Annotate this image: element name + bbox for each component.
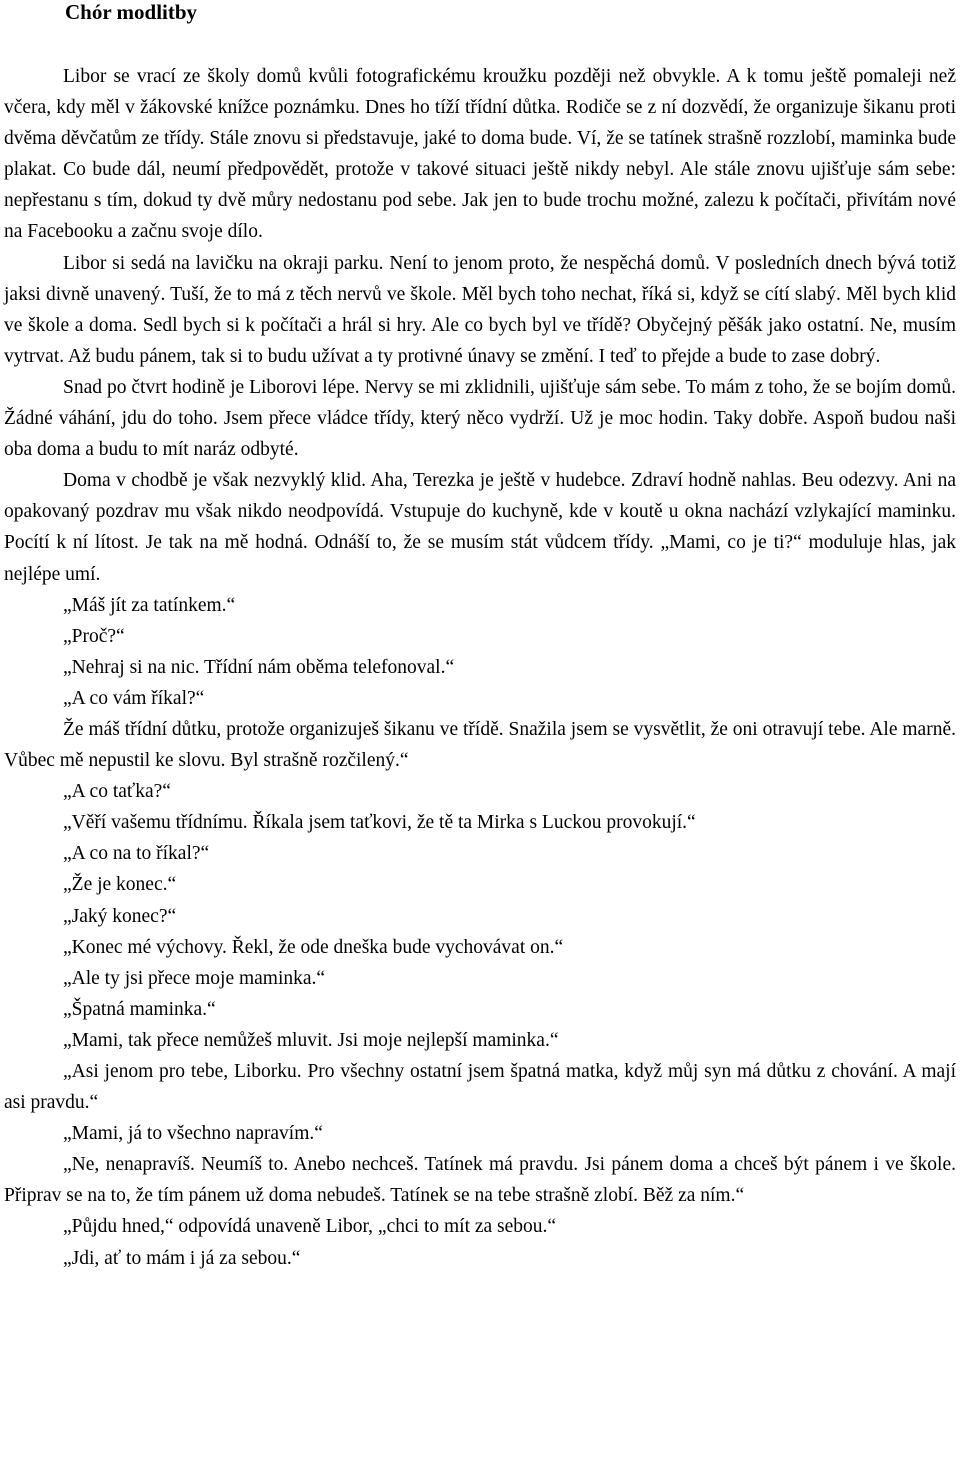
paragraph: Doma v chodbě je však nezvyklý klid. Aha, Terezka je ještě v hudebce. Zdraví hodně nahlas. Beu odezvy. Ani na opakovaný pozdrav mu však nikdo neodpovídá. Vstupuje do kuchyně, kde v koutě u okna nachází vzlykající maminku. Pocítí k ní lítost. Je tak na mě hodná. Odnáší to, že se musím stát vůdcem třídy. „Mami, co je ti?“ moduluje hlas, jak nejlépe umí. xyxy=(4,470,956,585)
document-body xyxy=(4,61,956,1274)
dialogue-line: „Že je konec.“ xyxy=(63,874,177,896)
dialogue-line: „Mami, tak přece nemůžeš mluvit. Jsi moje nejlepší maminka.“ xyxy=(63,1029,559,1051)
dialogue-line: „Jdi, ať to mám i já za sebou.“ xyxy=(63,1247,301,1269)
dialogue-line: „Máš jít za tatínkem.“ xyxy=(63,594,236,616)
dialogue-line: „Jaký konec?“ xyxy=(63,905,177,927)
dialogue-line: „A co na to říkal?“ xyxy=(63,843,210,865)
dialogue-line: „Ne, nenapravíš. Neumíš to. Anebo nechceš. Tatínek má pravdu. Jsi pánem doma a chceš být pánem i ve škole. Připrav se na to, že tím pánem už doma nebudeš. Tatínek se na tebe strašně zlobí. Běž za ním.“ xyxy=(4,1154,956,1207)
dialogue-line: „Věří vašemu třídnímu. Říkala jsem taťkovi, že tě ta Mirka s Luckou provokují.“ xyxy=(63,812,696,834)
dialogue-line: „A co vám říkal?“ xyxy=(63,687,205,709)
paragraph: Snad po čtvrt hodině je Liborovi lépe. Nervy se mi zklidnili, ujišťuje sám sebe. To mám z toho, že se bojím domů. Žádné váhání, jdu do toho. Jsem přece vládce třídy, který něco vydrží. Už je moc hodin. Taky dobře. Aspoň budou naši oba doma a budu to mít naráz odbyté. xyxy=(4,376,956,461)
dialogue-line: „Mami, já to všechno napravím.“ xyxy=(63,1123,323,1145)
paragraph: Libor se vrací ze školy domů kvůli fotografickému kroužku později než obvykle. A k tomu ještě pomaleji než včera, kdy měl v žákovské knížce poznámku. Dnes ho tíží třídní důtka. Rodiče se z ní dozvědí, že organizuje šikanu proti dvěma děvčatům ze třídy. Stále znovu si představuje, jaké to doma bude. Ví, že se tatínek strašně rozzlobí, maminka bude plakat. Co bude dál, neumí předpovědět, protože v takové situaci ještě nikdy nebyl. Ale stále znovu ujišťuje sám sebe: nepřestanu s tím, dokud ty dvě můry nedostanu pod sebe. Jak jen to bude trochu možné, zalezu k počítači, přivítám nové na Facebooku a začnu svoje dílo. xyxy=(4,66,956,243)
document-page xyxy=(4,0,956,1274)
dialogue-line: „Půjdu hned,“ odpovídá unaveně Libor, „chci to mít za sebou.“ xyxy=(63,1216,557,1238)
document-title: Chór modlitby xyxy=(65,0,198,24)
dialogue-line: „A co taťka?“ xyxy=(63,781,171,803)
dialogue-line: Že máš třídní důtku, protože organizuješ šikanu ve třídě. Snažila jsem se vysvětlit, že oni otravují tebe. Ale marně. Vůbec mě nepustil ke slovu. Byl strašně rozčilený.“ xyxy=(4,718,956,772)
dialogue-line: „Konec mé výchovy. Řekl, že ode dneška bude vychovávat on.“ xyxy=(63,936,564,958)
dialogue-line: „Špatná maminka.“ xyxy=(63,998,216,1020)
paragraph: Libor si sedá na lavičku na okraji parku. Není to jenom proto, že nespěchá domů. V posledních dnech bývá totiž jaksi divně unavený. Tuší, že to má z těch nervů ve škole. Měl bych toho nechat, říká si, když se cítí slabý. Měl bych klid ve škole a doma. Sedl bych si k počítači a hrál si hry. Ale co bych byl ve třídě? Obyčejný pěšák jako ostatní. Ne, musím vytrvat. Až budu pánem, tak si to budu užívat a ty protivné únavy se změní. I teď to přejde a bude to zase dobrý. xyxy=(4,252,956,367)
dialogue-line: „Nehraj si na nic. Třídní nám oběma telefonoval.“ xyxy=(63,656,455,678)
dialogue-line: „Ale ty jsi přece moje maminka.“ xyxy=(63,967,326,989)
dialogue-line: „Proč?“ xyxy=(63,625,125,647)
dialogue-line: „Asi jenom pro tebe, Liborku. Pro všechny ostatní jsem špatná matka, když můj syn má důtku z chování. A mají asi pravdu.“ xyxy=(4,1061,956,1114)
